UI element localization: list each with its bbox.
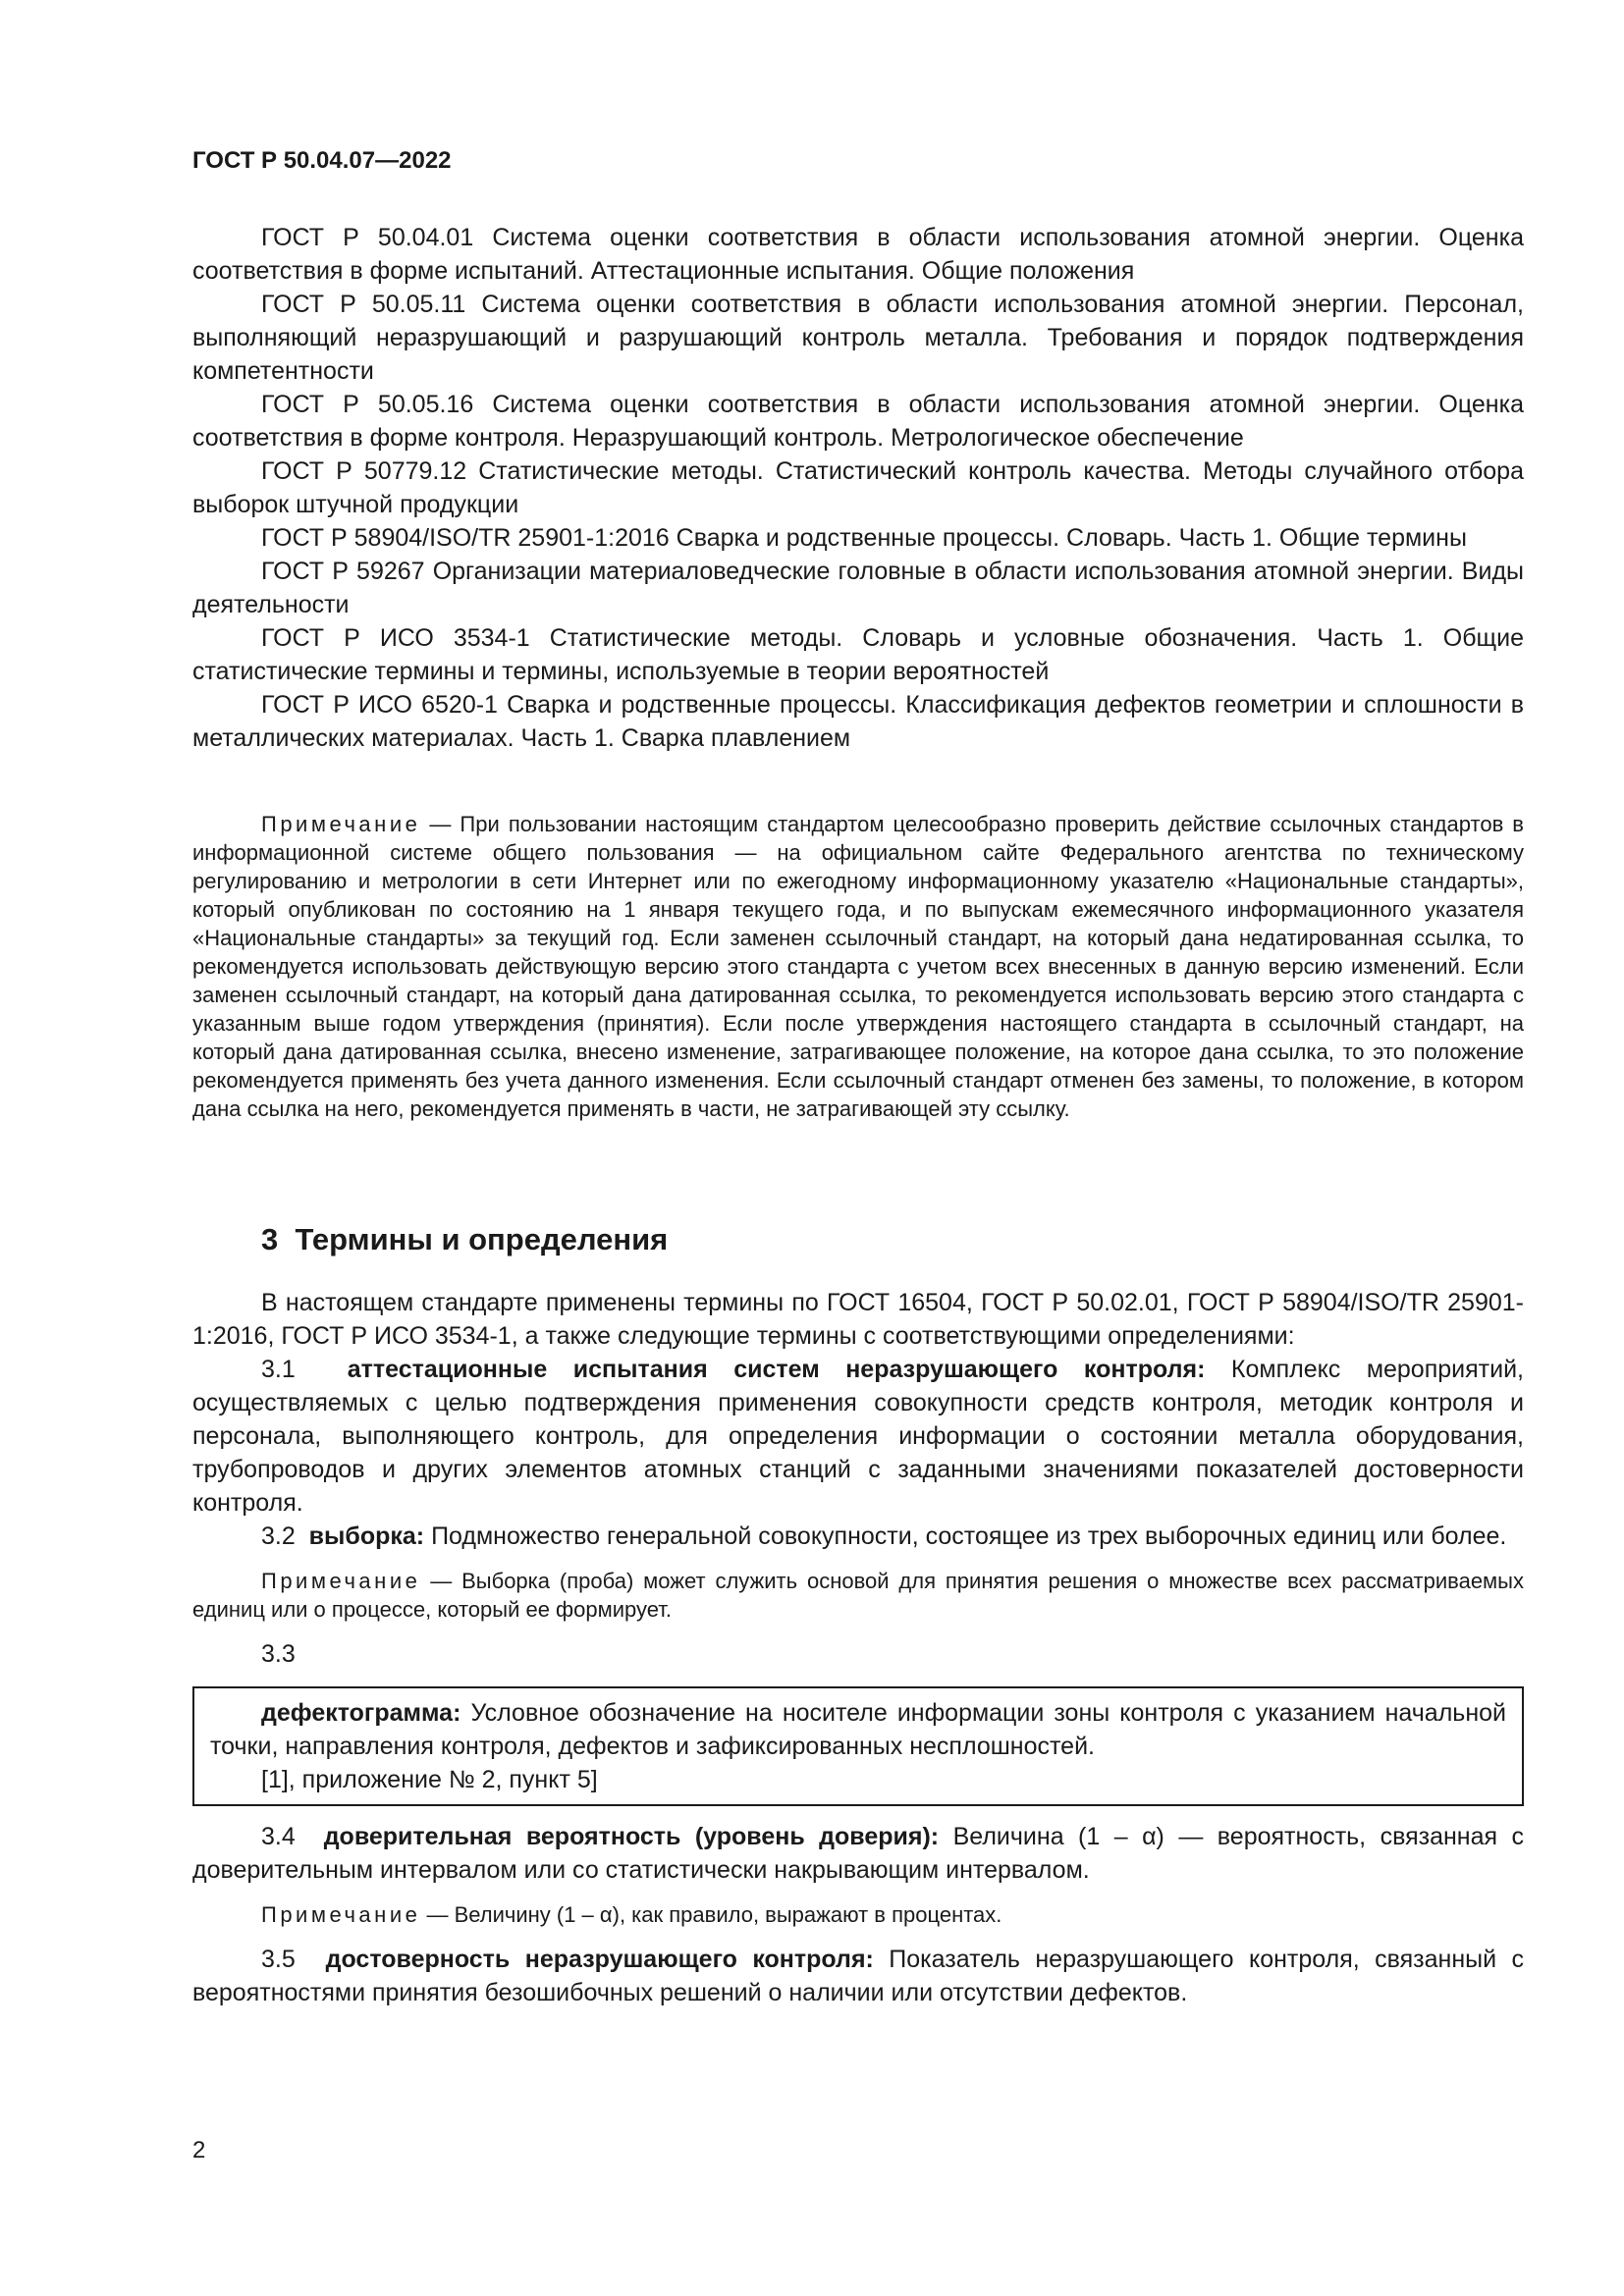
term-name: выборка: (308, 1522, 425, 1550)
term-name: аттестационные испытания систем неразрушающего контроля: (347, 1356, 1206, 1383)
term-source: [1], приложение № 2, пункт 5] (261, 1766, 598, 1793)
term-3-3 (210, 1696, 1506, 1763)
term-3-2 (192, 1520, 1524, 1553)
term-name: достоверность неразрушающего контроля: (325, 1946, 874, 1973)
term-number: 3.2 (261, 1522, 296, 1550)
reference-item: ГОСТ Р 59267 Организации материаловедческие головные в области использования атомной энергии. Виды деятельности (192, 558, 1524, 618)
reference-item: ГОСТ Р ИСО 6520-1 Сварка и родственные процессы. Классификация дефектов геометрии и сплошности в металлических материалах. Часть 1. Сварка плавлением (192, 691, 1524, 752)
reference-item: ГОСТ Р 50.04.01 Система оценки соответствия в области использования атомной энергии. Оценка соответствия в форме испытаний. Аттестационные испытания. Общие положения (192, 224, 1524, 285)
reference-item: ГОСТ Р 50.05.16 Система оценки соответствия в области использования атомной энергии. Оценка соответствия в форме контроля. Неразрушающий контроль. Метрологическое обеспечение (192, 391, 1524, 452)
term-3-4 (192, 1820, 1524, 1887)
term-3-1 (192, 1353, 1524, 1520)
normative-references-list (192, 221, 1524, 755)
term-definition: Показатель неразрушающего контроля, связанный с вероятностями принятия безошибочных решений о наличии или отсутствии дефектов. (192, 1946, 1524, 2006)
note-text: — При пользовании настоящим стандартом целесообразно проверить действие ссылочных стандартов в информационной системе общего пользования — на официальном сайте Федерального агентства по техническому регулированию и метрологии в сети Интернет или по ежегодному информационному указателю «Национальные стандарты», который опубликован по состоянию на 1 января текущего года, и по выпускам ежемесячного информационного указателя «Национальные стандарты» за текущий год. Если заменен ссылочный стандарт, на который дана недатированная ссылка, то рекомендуется использовать действующую версию этого стандарта с учетом всех внесенных в данную версию изменений. Если заменен ссылочный стандарт, на который дана датированная ссылка, то рекомендуется использовать версию этого стандарта с указанным выше годом утверждения (принятия). Если после утверждения настоящего стандарта в ссылочный стандарт, на который дана датированная ссылка, внесено изменение, затрагивающее положение, на которое дана ссылка, то это положение рекомендуется применять без учета данного изменения. Если ссылочный стандарт отменен без замены, то положение, в котором дана ссылка на него, рекомендуется применять в части, не затрагивающей эту ссылку. (192, 812, 1524, 1121)
section-title: Термины и определения (295, 1222, 669, 1256)
reference-item: ГОСТ Р 50779.12 Статистические методы. Статистический контроль качества. Методы случайного отбора выборок штучной продукции (192, 457, 1524, 518)
section-heading (261, 1222, 668, 1257)
term-definition: Подмножество генеральной совокупности, состоящее из трех выборочных единиц или более. (424, 1522, 1507, 1550)
document-header: ГОСТ Р 50.04.07—2022 (192, 147, 452, 174)
term-number: 3.1 (261, 1356, 296, 1383)
note-label: Примечание (261, 1569, 421, 1593)
term-definition: Условное обозначение на носителе информации зоны контроля с указанием начальной точки, направления контроля, дефектов и зафиксированных несплошностей. (210, 1699, 1506, 1760)
references-note (192, 810, 1524, 1123)
term-name: доверительная вероятность (уровень доверия): (323, 1823, 940, 1850)
term-number-3-3: 3.3 (261, 1640, 296, 1668)
reference-item: ГОСТ Р 50.05.11 Система оценки соответствия в области использования атомной энергии. Персонал, выполняющий неразрушающий и разрушающий контроль металла. Требования и порядок подтверждения компетентности (192, 291, 1524, 385)
term-name: дефектограмма: (261, 1699, 461, 1727)
page-number: 2 (192, 2137, 206, 2163)
terms-intro: В настоящем стандарте применены термины по ГОСТ 16504, ГОСТ Р 50.02.01, ГОСТ Р 58904/ISO/TR 25901-1:2016, ГОСТ Р ИСО 3534-1, а также следующие термины с соответствующими определениями: (192, 1289, 1524, 1350)
reference-item: ГОСТ Р 58904/ISO/TR 25901-1:2016 Сварка и родственные процессы. Словарь. Часть 1. Общие термины (261, 524, 1467, 552)
note-label: Примечание (261, 1902, 421, 1927)
term-note (192, 1567, 1524, 1624)
note-label: Примечание (261, 812, 421, 836)
terms-list (192, 1286, 1524, 2009)
term-number: 3.5 (261, 1946, 296, 1973)
term-note (192, 1900, 1524, 1929)
term-3-5 (192, 1943, 1524, 2009)
note-text: — Величину (1 – α), как правило, выражают в процентах. (420, 1902, 1002, 1927)
note-text: — Выборка (проба) может служить основой для принятия решения о множестве всех рассматриваемых единиц или о процессе, который ее формирует. (192, 1569, 1524, 1622)
term-definition: Величина (1 – α) — вероятность, связанная с доверительным интервалом или со статистически накрывающим интервалом. (192, 1823, 1524, 1884)
section-number: 3 (261, 1222, 279, 1256)
quoted-term-box (192, 1686, 1524, 1806)
reference-item: ГОСТ Р ИСО 3534-1 Статистические методы. Словарь и условные обозначения. Часть 1. Общие статистические термины и термины, используемые в теории вероятностей (192, 624, 1524, 685)
term-number: 3.4 (261, 1823, 296, 1850)
term-definition: Комплекс мероприятий, осуществляемых с целью подтверждения применения совокупности средств контроля, методик контроля и персонала, выполняющего контроль, для определения информации о состоянии металла оборудования, трубопроводов и других элементов атомных станций с заданными значениями показателей достоверности контроля. (192, 1356, 1524, 1517)
